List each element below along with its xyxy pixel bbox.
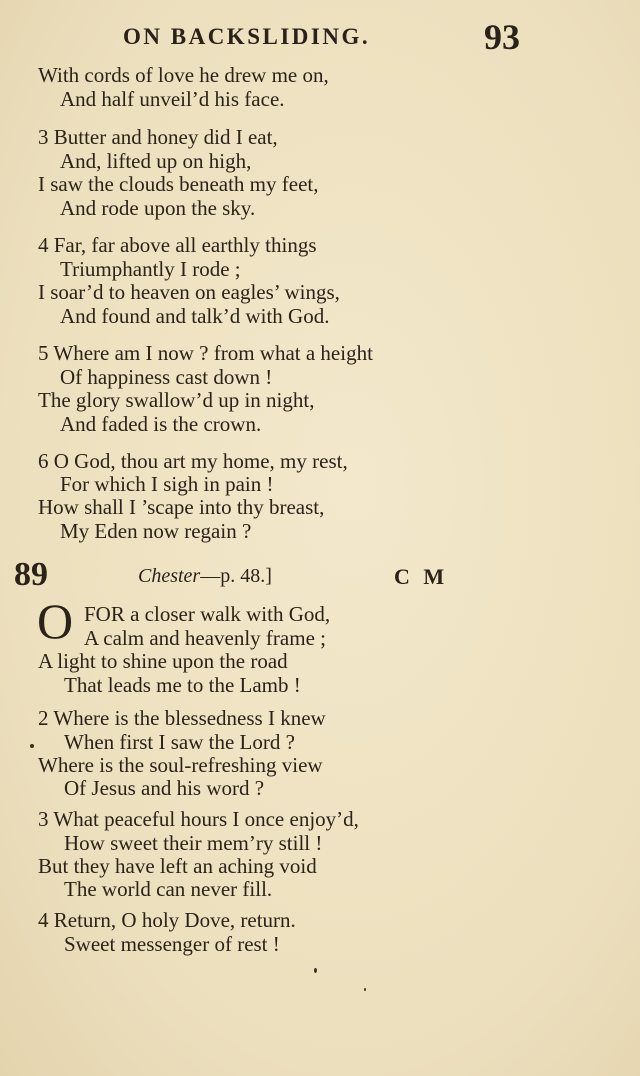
verse-line: 4 Far, far above all earthly things (38, 233, 317, 257)
verse-line: For which I sigh in pain ! (60, 472, 274, 496)
verse-line: The world can never fill. (64, 877, 273, 901)
ink-speck (364, 988, 366, 991)
verse-line: But they have left an aching void (38, 854, 317, 878)
verse-line: And, lifted up on high, (60, 149, 252, 173)
hymn-number: 89 (14, 556, 48, 593)
verse-line: 6 O God, thou art my home, my rest, (38, 449, 348, 473)
ink-speck (30, 744, 34, 748)
verse-line: That leads me to the Lamb ! (64, 673, 301, 697)
tune-page-ref: —p. 48.] (200, 565, 272, 587)
verse-line: 2 Where is the blessedness I knew (38, 706, 326, 730)
verse-line: And rode upon the sky. (60, 196, 256, 220)
verse-line: I saw the clouds beneath my feet, (38, 172, 319, 196)
verse-line: I soar’d to heaven on eagles’ wings, (38, 280, 340, 304)
page-header (0, 18, 640, 58)
tune-name: Chester (138, 565, 201, 587)
verse-line: Of happiness cast down ! (60, 365, 273, 389)
verse-line: How sweet their mem’ry still ! (64, 831, 323, 855)
verse-line: My Eden now regain ? (60, 519, 252, 543)
verse-line: 4 Return, O holy Dove, return. (38, 908, 296, 932)
verse-line: A light to shine upon the road (38, 649, 288, 673)
verse-line: How shall I ’scape into thy breast, (38, 495, 325, 519)
verse-line: And found and talk’d with God. (60, 304, 330, 328)
verse-line: Where is the soul-refreshing view (38, 753, 323, 777)
verse-line: 3 What peaceful hours I once enjoy’d, (38, 807, 359, 831)
verse-line: 3 Butter and honey did I eat, (38, 125, 278, 149)
verse-line: With cords of love he drew me on, (38, 63, 329, 87)
meter: C M (394, 564, 449, 589)
tune-reference (138, 565, 272, 588)
running-title: ON BACKSLIDING. (123, 24, 371, 49)
verse-line: Triumphantly I rode ; (60, 257, 241, 281)
verse-line: Of Jesus and his word ? (64, 776, 265, 800)
verse-line: And faded is the crown. (60, 412, 262, 436)
verse-line: A calm and heavenly frame ; (84, 626, 326, 650)
verse-line: Sweet messenger of rest ! (64, 932, 280, 956)
verse-line: FOR a closer walk with God, (84, 602, 331, 626)
page-number: 93 (484, 17, 520, 57)
drop-cap: O (37, 593, 74, 649)
verse-line: The glory swallow’d up in night, (38, 388, 315, 412)
verse-line: 5 Where am I now ? from what a height (38, 341, 373, 365)
ink-speck (314, 968, 317, 973)
verse-line: When first I saw the Lord ? (64, 730, 295, 754)
verse-line: And half unveil’d his face. (60, 87, 285, 111)
hymn-heading (0, 556, 640, 596)
